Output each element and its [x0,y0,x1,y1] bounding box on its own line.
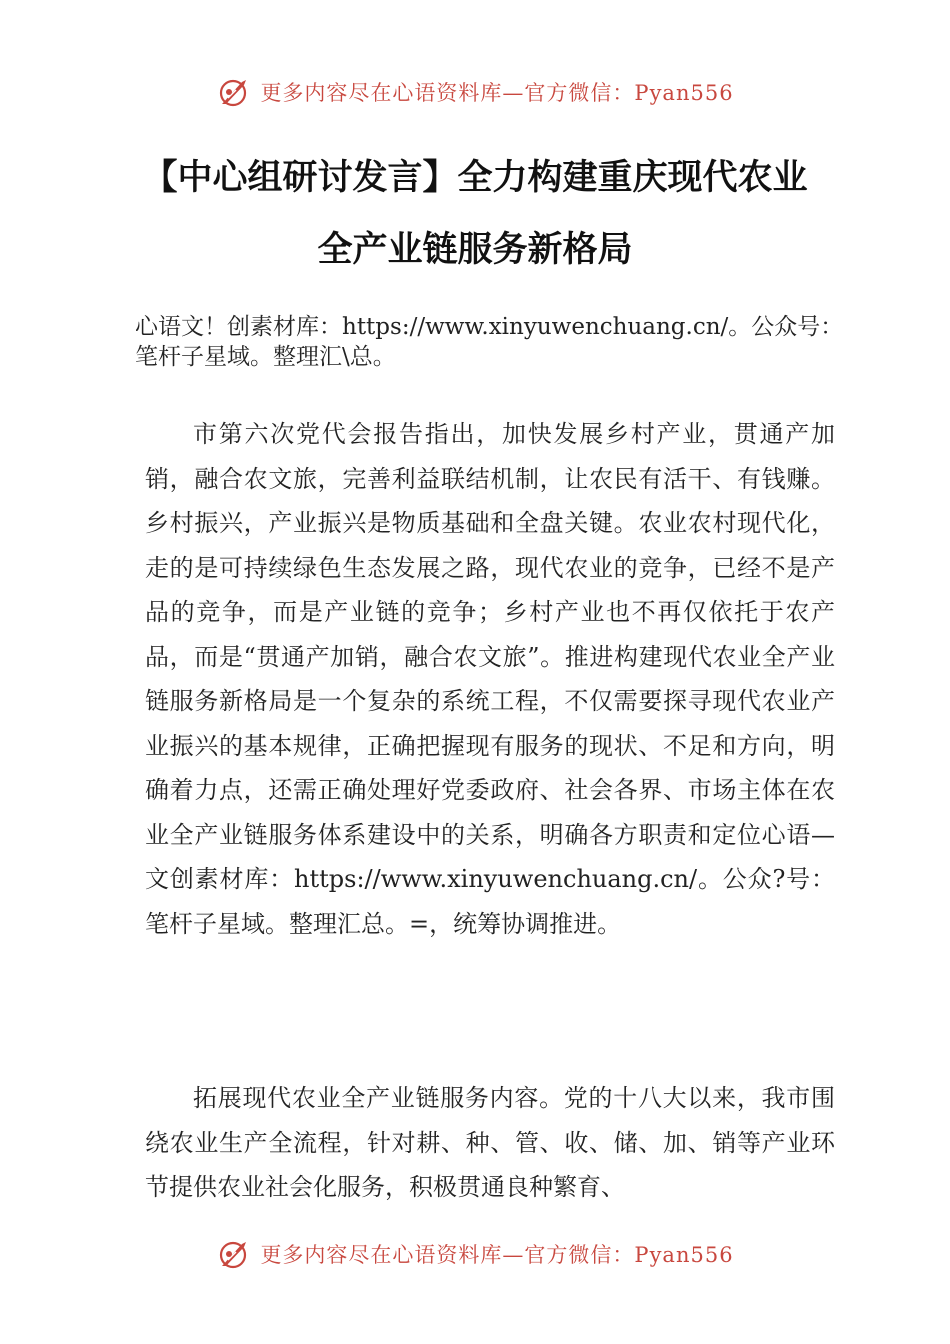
page-title-line-1: 【中心组研讨发言】全力构建重庆现代农业 [142,158,808,198]
body-paragraph-2: 拓展现代农业全产业链服务内容。党的十八大以来，我市围绕农业生产全流程，针对耕、种、管、收、储、加、销等产业环节提供农业社会化服务，积极贯通良种繁育、 [145,1084,835,1201]
header-banner [0,68,950,116]
body-paragraph-1: 市第六次党代会报告指出，加快发展乡村产业，贯通产加销，融合农文旅，完善利益联结机制，让农民有活干、有钱赚。乡村振兴，产业振兴是物质基础和全盘关键。农业农村现代化，走的是可持续绿色生态发展之路，现代农业的竞争，已经不是产品的竞争，而是产业链的竞争；乡村产业也不再仅依托于农产品，而是“贯通产加销，融合农文旅”。推进构建现代农业全产业链服务新格局是一个复杂的系统工程，不仅需要探寻现代农业产业振兴的基本规律，正确把握现有服务的现状、不足和方向，明确着力点，还需正确处理好党委政府、社会各界、市场主体在农业全产业链服务体系建设中的关系，明确各方职责和定位心语—文创素材库：https://www.xinyuwenchuang.cn/。公众?号：笔杆子星域。整理汇总。=，统筹协调推进。 [145,420,835,938]
quill-pen-logo-icon [216,1236,252,1272]
footer-banner [0,1230,950,1278]
source-note: 心语文！创素材库：https://www.xinyuwenchuang.cn/。公众号：笔杆子星域。整理汇\总。 [135,314,844,370]
quill-pen-logo-icon [216,74,252,110]
banner-text: 更多内容尽在心语资料库—官方微信：Pyan556 [260,81,734,105]
page-title-line-2: 全产业链服务新格局 [317,230,633,270]
banner-text: 更多内容尽在心语资料库—官方微信：Pyan556 [260,1243,734,1267]
